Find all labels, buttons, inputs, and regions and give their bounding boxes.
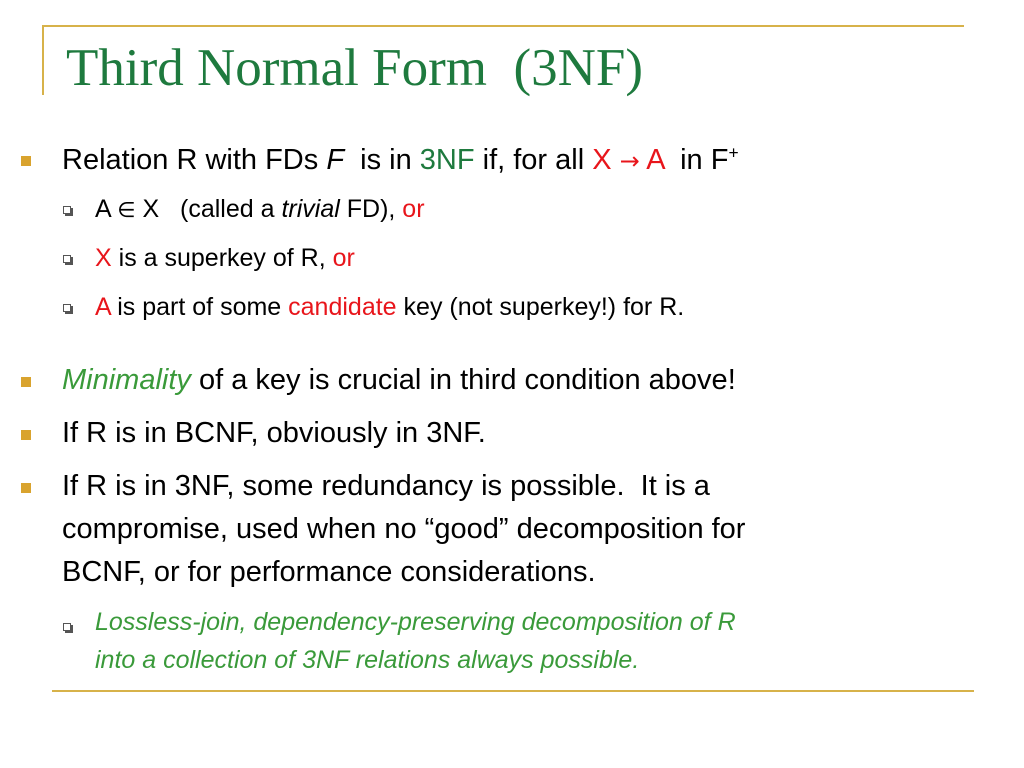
text: of a key is crucial in third condition above! xyxy=(190,364,736,396)
a-symbol: A xyxy=(95,293,111,321)
bullet-redundancy-line-3: BCNF, or for performance considerations. xyxy=(62,556,596,588)
x-symbol: X xyxy=(592,144,612,176)
fd-set-symbol: F xyxy=(326,144,345,176)
element-of-icon: ∈ xyxy=(117,198,136,222)
text: FD), xyxy=(339,195,403,223)
sub-bullet-marker xyxy=(63,255,71,263)
text: if, for all xyxy=(474,144,593,176)
sub-bullet-marker xyxy=(63,304,71,312)
sub-bullet-marker xyxy=(63,206,71,214)
minimality-term: Minimality xyxy=(62,364,191,396)
bullet-minimality xyxy=(62,362,736,398)
sub-bullet-candidate-key xyxy=(95,292,684,322)
candidate-term: candidate xyxy=(288,293,397,321)
x-symbol: X xyxy=(95,244,112,272)
text: is part of some xyxy=(110,293,289,321)
text: is a superkey of R, xyxy=(111,244,333,272)
bullet-marker xyxy=(21,377,31,387)
bullet-marker xyxy=(21,483,31,493)
frame-left-rule xyxy=(42,25,44,95)
bullet-bcnf: If R is in BCNF, obviously in 3NF. xyxy=(62,417,486,449)
text: in F xyxy=(663,144,729,176)
bullet-3nf-definition xyxy=(62,142,739,179)
nf-term: 3NF xyxy=(419,144,475,176)
sub-bullet-marker xyxy=(63,623,71,631)
arrow-icon: → xyxy=(619,147,640,175)
bullet-marker xyxy=(21,430,31,440)
text: Relation R with FDs xyxy=(62,144,327,176)
text: A xyxy=(95,195,118,223)
bullet-marker xyxy=(21,156,31,166)
sub-bullet-superkey xyxy=(95,243,355,273)
trivial-term: trivial xyxy=(281,195,340,223)
a-symbol: A xyxy=(646,144,664,176)
frame-bottom-rule xyxy=(52,690,974,692)
text: X (called a xyxy=(135,195,282,223)
or-word: or xyxy=(402,195,425,223)
sub-bullet-lossless-line-2: into a collection of 3NF relations always possible. xyxy=(95,646,640,674)
text: key (not superkey!) for R. xyxy=(396,293,685,321)
bullet-redundancy-line-2: compromise, used when no “good” decomposition for xyxy=(62,513,746,545)
closure-superscript: + xyxy=(728,142,739,163)
sub-bullet-lossless-line-1: Lossless-join, dependency-preserving decomposition of R xyxy=(95,608,736,636)
or-word: or xyxy=(332,244,355,272)
text: is in xyxy=(344,144,420,176)
frame-top-rule xyxy=(42,25,964,27)
sub-bullet-trivial xyxy=(95,194,425,225)
slide-title: Third Normal Form (3NF) xyxy=(66,39,644,97)
bullet-redundancy-line-1: If R is in 3NF, some redundancy is possible. It is a xyxy=(62,470,710,502)
